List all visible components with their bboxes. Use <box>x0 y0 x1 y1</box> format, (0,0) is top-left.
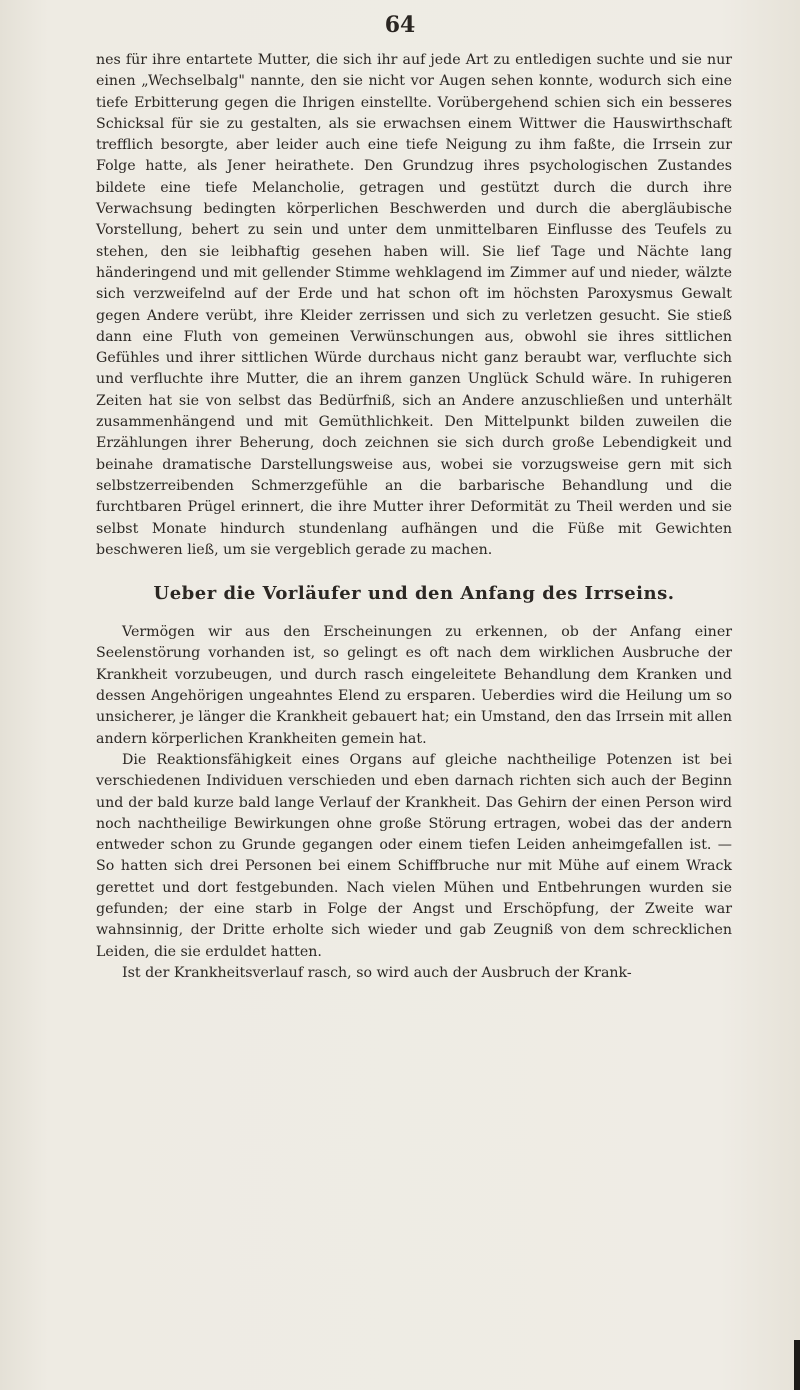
text-block <box>96 50 732 984</box>
section-heading: Ueber die Vorläufer und den Anfang des Irrseins. <box>153 583 675 605</box>
page-number: 64 <box>384 12 416 38</box>
paragraph-2: Vermögen wir aus den Erscheinungen zu erkennen, ob der Anfang einer Seelenstörung vorhanden ist, so gelingt es oft nach dem wirklichen Ausbruche der Krankheit vorzubeugen, und durch rasch eingeleitete Behandlung dem Kranken und dessen Angehörigen ungeahntes Elend zu ersparen. Ueberdies wird die Heilung um so unsicherer, je länger die Krankheit gebauert hat; ein Umstand, den das Irrsein mit allen andern körperlichen Krankheiten gemein hat. <box>96 624 732 747</box>
paragraph-3: Die Reaktionsfähigkeit eines Organs auf gleiche nachtheilige Potenzen ist bei verschiedenen Individuen verschieden und eben darnach richten sich auch der Beginn und der bald kurze bald lange Verlauf der Krankheit. Das Gehirn der einen Person wird noch nachtheilige Bewirkungen ohne große Störung ertragen, wobei das der andern entweder schon zu Grunde gegangen oder einem tiefen Leiden anheimgefallen ist. — So hatten sich drei Personen bei einem Schiffbruche nur mit Mühe auf einem Wrack gerettet und dort festgebunden. Nach vielen Mühen und Entbehrungen wurden sie gefunden; der eine starb in Folge der Angst und Erschöpfung, der Zweite war wahnsinnig, der Dritte erholte sich wieder und gab Zeugniß von dem schrecklichen Leiden, die sie erduldet hatten. <box>96 751 732 960</box>
paragraph-1: nes für ihre entartete Mutter, die sich ihr auf jede Art zu entledigen suchte und sie nur einen „Wechselbalg" nannte, den sie nicht vor Augen sehen konnte, wodurch sich eine tiefe Erbitterung gegen die Ihrigen einstellte. Vorübergehend schien sich ein besseres Schicksal für sie zu gestalten, als sie erwachsen einem Wittwer die Hauswirthschaft trefflich besorgte, aber leider auch eine tiefe Neigung zu ihm faßte, die Irrsein zur Folge hatte, als Jener heirathete. Den Grundzug ihres psychologischen Zustandes bildete eine tiefe Melancholie, getragen und gestützt durch die durch ihre Verwachsung bedingten körperlichen Beschwerden und durch die abergläubische Vorstellung, behert zu sein und unter dem unmittelbaren Einflusse des Teufels zu stehen, den sie leibhaftig gesehen haben will. Sie lief Tage und Nächte lang händeringend und mit gellender Stimme wehklagend im Zimmer auf und nieder, wälzte sich verzweifelnd auf der Erde und hat schon oft im höchsten Paroxysmus Gewalt gegen Andere verübt, ihre Kleider zerrissen und sich zu verletzen gesucht. Sie stieß dann eine Fluth von gemeinen Verwünschungen aus, obwohl sie ihres sittlichen Gefühles und ihrer sittlichen Würde durchaus nicht ganz beraubt war, verfluchte sich und verfluchte ihre Mutter, die an ihrem ganzen Unglück Schuld wäre. In ruhigeren Zeiten hat sie von selbst das Bedürfniß, sich an Andere anzuschließen und unterhält zusammenhängend und mit Gemüthlichkeit. Den Mittelpunkt bilden zuweilen die Erzählungen ihrer Beherung, doch zeichnen sie sich durch große Lebendigkeit und beinahe dramatische Darstellungsweise aus, wobei sie vorzugsweise gern mit sich selbstzerreibenden Schmerzgefühle an die barbarische Behandlung und die furchtbaren Prügel erinnert, die ihre Mutter ihrer Deformität zu Theil werden und sie selbst Monate hindurch stundenlang aufhängen und die Füße mit Gewichten beschweren ließ, um sie vergeblich gerade zu machen. <box>96 52 732 558</box>
page-edge-mark <box>794 1340 800 1390</box>
paragraph-4: Ist der Krankheitsverlauf rasch, so wird auch der Ausbruch der Krank- <box>122 964 632 981</box>
